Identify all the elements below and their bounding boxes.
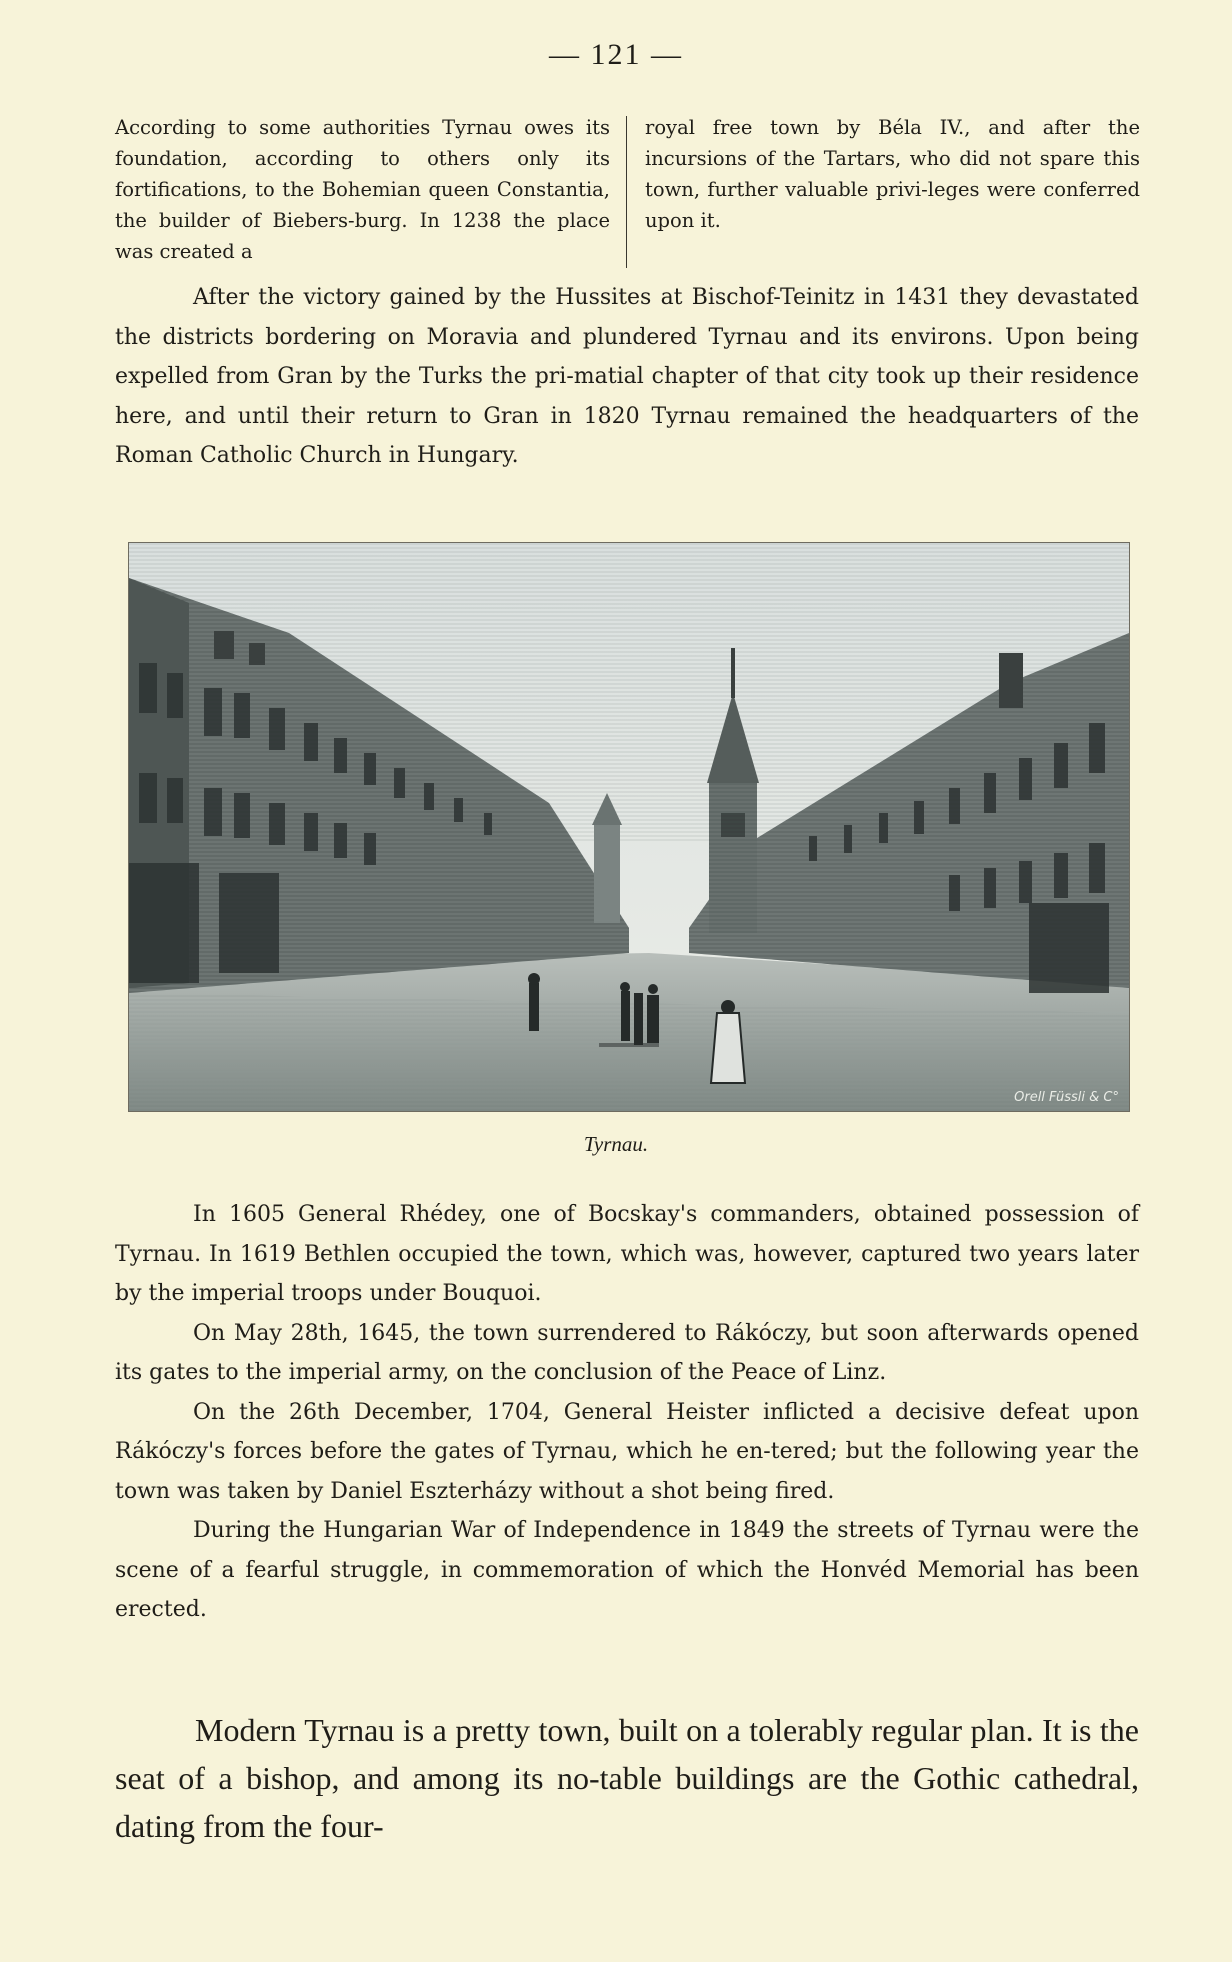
column-divider — [626, 116, 627, 268]
history-section — [115, 1195, 1139, 1630]
street-illustration — [129, 543, 1129, 1111]
tyrnau-engraving — [128, 542, 1130, 1112]
history-paragraph: During the Hungarian War of Independence in 1849 the streets of Tyrnau were the scene of a fearful struggle, in commemoration of which the Honvéd Memorial has been erected. — [115, 1518, 1139, 1622]
left-column-text: According to some authorities Tyrnau owes its foundation, according to others only its fortifications, to the Bohemian queen Constantia, the builder of Biebers-burg. In 1238 the place was created a — [115, 116, 610, 263]
history-paragraph: On the 26th December, 1704, General Heister inflicted a decisive defeat upon Rákóczy's forces before the gates of Tyrnau, which he en-tered; but the following year the town was taken by Daniel Eszterházy without a shot being fired. — [115, 1399, 1139, 1504]
page-number: — 121 — — [549, 38, 683, 71]
right-column-text: royal free town by Béla IV., and after the incursions of the Tartars, who did not spare this town, further valuable privi-leges were conferred upon it. — [645, 116, 1140, 232]
figure-caption: Tyrnau. — [583, 1132, 649, 1156]
history-paragraph: On May 28th, 1645, the town surrendered to Rákóczy, but soon afterwards opened its gates to the imperial army, on the conclusion of the Peace of Linz. — [115, 1320, 1139, 1385]
two-column-section — [115, 112, 1139, 272]
intro-paragraph — [115, 278, 1139, 476]
closing-paragraph — [115, 1706, 1139, 1850]
paragraph-text: After the victory gained by the Hussites at Bischof-Teinitz in 1431 they devastated the districts bordering on Moravia and plundered Tyrnau and its environs. Upon being expelled from Gran by the Turks the pri-matial chapter of that city took up their residence here, and until their return to Gran in 1820 Tyrnau remained the headquarters of the Roman Catholic Church in Hungary. — [115, 285, 1139, 468]
closing-paragraph-text: Modern Tyrnau is a pretty town, built on a tolerably regular plan. It is the seat of a bishop, and among its no-table buildings are the Gothic cathedral, dating from the four- — [115, 1712, 1139, 1844]
history-paragraph: In 1605 General Rhédey, one of Bocskay's commanders, obtained possession of Tyrnau. In 1619 Bethlen occupied the town, which was, however, captured two years later by the imperial troops under Bouquoi. — [115, 1202, 1139, 1306]
engraver-signature: Orell Füssli & C° — [1014, 1090, 1119, 1105]
